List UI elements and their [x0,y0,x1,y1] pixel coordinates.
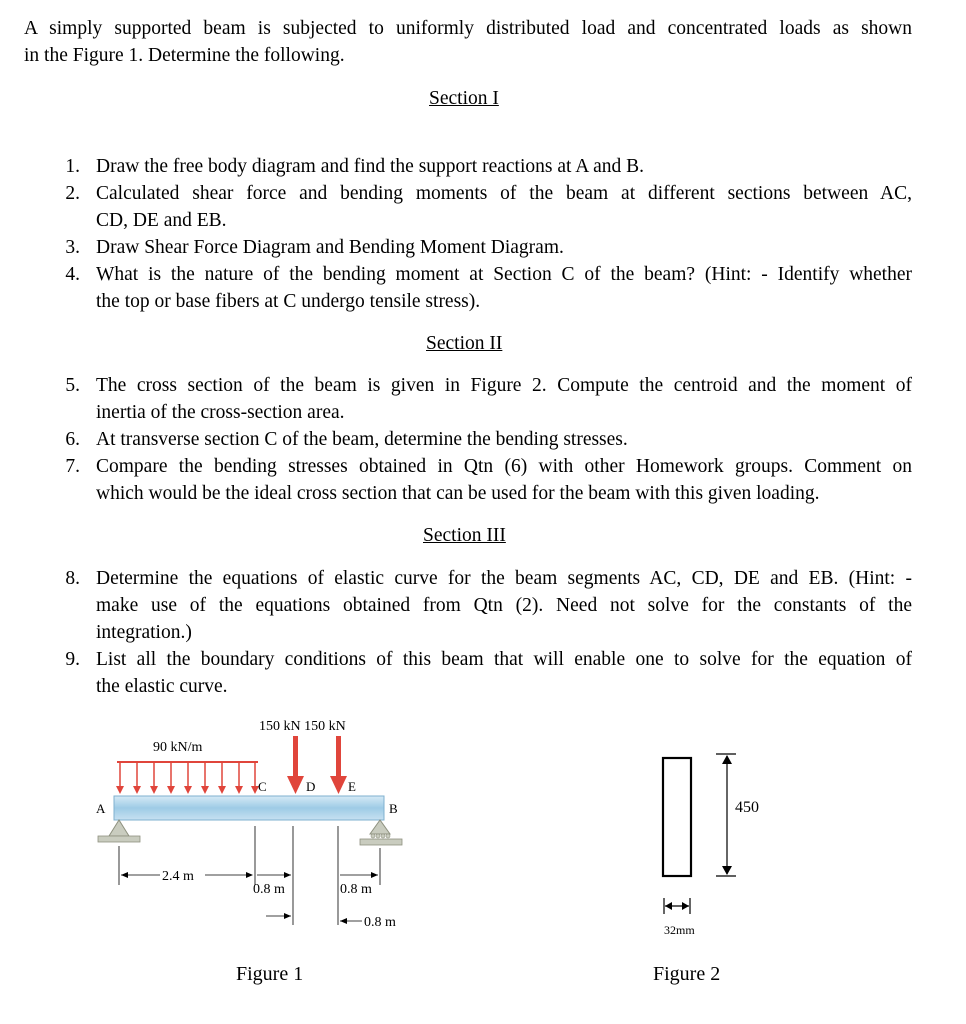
q5-number: 5. [65,375,80,396]
pin-support-a [98,820,140,842]
dim-de-label: 0.8 m [340,882,372,897]
dim-cd-label: 0.8 m [253,882,285,897]
q9-text-line-2: the elastic curve. [96,676,228,697]
q7-text-line-2: which would be the ideal cross section that can be used for the beam with this given loading. [96,483,820,504]
q7-text-line-1: Compare the bending stresses obtained in Qtn (6) with other Homework groups. Comment on [96,456,912,477]
q9-text-line-1: List all the boundary conditions of this beam that will enable one to solve for the equation of [96,649,912,670]
q8-text-line-2: make use of the equations obtained from Qtn (2). Need not solve for the constants of the [96,595,912,616]
dim-de [340,872,378,897]
section-1-heading: Section I [429,88,499,109]
point-load-arrow-d [287,736,304,794]
width-label: 32mm [664,923,695,937]
q6-text: At transverse section C of the beam, determine the bending stresses. [96,429,628,450]
dim-cd [253,872,291,919]
dim-eb [340,915,396,930]
point-loads-label: 150 kN 150 kN [259,719,346,734]
q7-number: 7. [65,456,80,477]
q4-number: 4. [65,264,80,285]
udl-arrows [116,762,259,794]
q6-number: 6. [65,429,80,450]
q2-text-line-2: CD, DE and EB. [96,210,227,231]
height-label: 450 [735,799,759,816]
point-a-label: A [96,801,106,816]
figure-1-beam-diagram [0,700,966,1024]
figure-1-caption: Figure 1 [236,963,304,985]
beam [114,796,384,820]
q1-text: Draw the free body diagram and find the support reactions at A and B. [96,156,645,177]
q5-text-line-2: inertia of the cross-section area. [96,402,345,423]
q2-text-line-1: Calculated shear force and bending moments of the beam at different sections between AC, [96,183,912,204]
intro-line-1: A simply supported beam is subjected to uniformly distributed load and concentrated loads as shown [24,18,912,39]
q5-text-line-1: The cross section of the beam is given in Figure 2. Compute the centroid and the moment of [96,375,912,396]
roller-support-b [360,820,402,845]
figure-2-caption: Figure 2 [653,963,721,985]
dim-ac-label: 2.4 m [162,869,194,884]
section-3-heading: Section III [423,525,506,546]
q2-number: 2. [65,183,80,204]
point-load-arrow-e [330,736,347,794]
q3-number: 3. [65,237,80,258]
section-2-heading: Section II [426,333,503,354]
figure-2-cross-section [663,754,759,937]
point-e-label: E [348,779,356,794]
intro-line-2: in the Figure 1. Determine the following. [24,45,345,66]
q9-number: 9. [65,649,80,670]
q1-number: 1. [65,156,80,177]
q4-text-line-1: What is the nature of the bending moment at Section C of the beam? (Hint: - Identify whether [96,264,912,285]
point-c-label: C [258,779,267,794]
dim-ac [121,869,253,884]
q8-text-line-3: integration.) [96,622,192,643]
q3-text: Draw Shear Force Diagram and Bending Moment Diagram. [96,237,564,258]
q8-number: 8. [65,568,80,589]
q4-text-line-2: the top or base fibers at C undergo tensile stress). [96,291,481,312]
q8-text-line-1: Determine the equations of elastic curve for the beam segments AC, CD, DE and EB. (Hint: - [96,568,912,589]
udl-label: 90 kN/m [153,740,203,755]
point-d-label: D [306,779,316,794]
point-b-label: B [389,801,398,816]
dim-eb-label: 0.8 m [364,915,396,930]
cross-section-rectangle [663,758,691,876]
